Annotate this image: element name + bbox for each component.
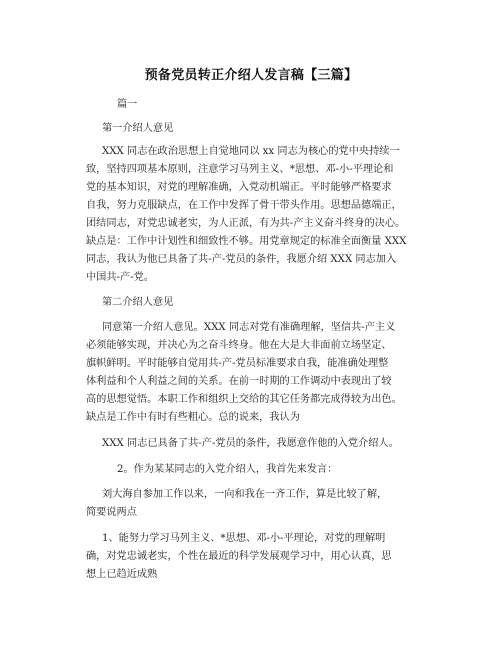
document-title: 预备党员转正介绍人发言稿【三篇】 bbox=[144, 68, 358, 83]
paragraph-line: 确，对党忠诚老实，个性在最近的科学发展观学习中，用心认真，思 bbox=[86, 551, 392, 562]
paragraph-line: 刘大海自参加工作以来，一向和我在一齐工作，算是比较了解， bbox=[102, 489, 388, 500]
paragraph-line: 缺点是工作中有时有些粗心。总的说来，我认为 bbox=[86, 412, 300, 423]
paragraph-line: 想上已趋近成熟 bbox=[86, 569, 158, 580]
paragraph-line: 同意第一介绍人意见。XXX 同志对党有准确理解，坚信共-产主义 bbox=[102, 322, 396, 333]
paragraph-line: 高的思想觉悟。本职工作和组织上交给的其它任务都完成得较为出色。 bbox=[86, 394, 402, 405]
paragraph-line: 致，坚持四项基本原则，注意学习马列主义、*思想、邓-小-平理论和 bbox=[86, 164, 394, 175]
paragraph-line: 必须能够实现，并决心为之奋斗终身。他在大是大非面前立场坚定、 bbox=[86, 340, 392, 351]
paragraph-line: XXX 同志在政治思想上自觉地同以 xx 同志为核心的党中央持续一 bbox=[102, 146, 400, 157]
paragraph-line: 自我，努力克服缺点，在工作中发挥了骨干带头作用。思想品德端正， bbox=[86, 200, 402, 211]
paragraph-line: 缺点是：工作中计划性和细致性不够。用党章规定的标准全面衡量 XXX bbox=[86, 236, 407, 247]
paragraph-line: 简要说两点 bbox=[86, 507, 137, 518]
paragraph-line: 1、能努力学习马列主义、*思想、邓-小-平理论，对党的理解明 bbox=[102, 533, 386, 544]
paragraph-line: 旗帜鲜明。平时能够自觉用共-产-党员标准要求自我，能准确处理整 bbox=[86, 358, 389, 369]
paragraph-line: 党的基本知识，对党的理解准确，入党动机端正。平时能够严格要求 bbox=[86, 182, 392, 193]
paragraph-line: 团结同志，对党忠诚老实，为人正派，有为共-产主义奋斗终身的决心。 bbox=[86, 218, 406, 229]
section-heading: 篇一 bbox=[117, 99, 138, 110]
subheading: 第一介绍人意见 bbox=[102, 123, 174, 134]
paragraph-line: 中国共-产-党。 bbox=[86, 272, 155, 283]
paragraph-line: 体利益和个人利益之间的关系。在前一时期的工作调动中表现出了较 bbox=[86, 376, 392, 387]
paragraph-line: 同志，我认为他已具备了共-产-党员的条件，我愿介绍 XXX 同志加入 bbox=[86, 254, 397, 265]
paragraph-line: 2。作为某某同志的入党介绍人，我首先来发言： bbox=[117, 464, 338, 475]
paragraph-line: XXX 同志已具备了共-产-党员的条件，我愿意作他的入党介绍人。 bbox=[102, 438, 399, 449]
subheading: 第二介绍人意见 bbox=[102, 297, 174, 308]
